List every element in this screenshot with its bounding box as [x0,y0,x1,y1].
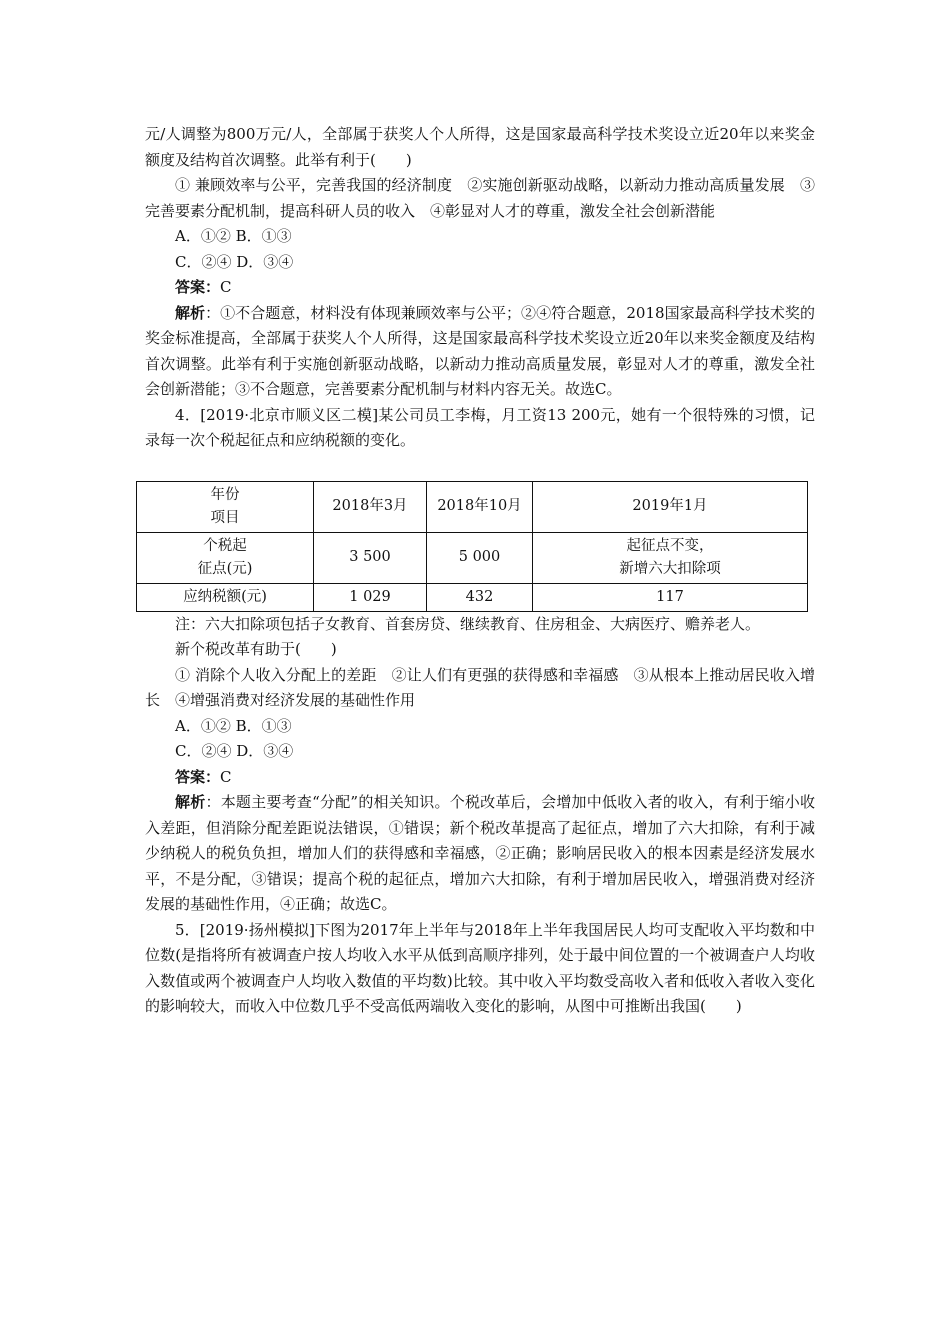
table-corner-cell [137,481,314,532]
table-row [137,583,808,611]
q4-analysis [145,790,815,918]
q3-analysis [145,301,815,403]
answer-label: 答案： [175,767,221,786]
answer-value: C [220,278,232,296]
cell-line1: 起征点不变， [626,537,714,554]
table-cell [533,532,808,583]
analysis-label: 解析 [175,303,206,322]
q4-note: 注：六大扣除项包括子女教育、首套房贷、继续教育、住房租金、大病医疗、赡养老人。 [175,614,761,633]
answer-value: C [220,767,232,786]
q4-options: ① 消除个人收入分配上的差距 ②让人们有更强的获得感和幸福感 ③从根本上推动居民收入增长 ④增强消费对经济发展的基础性作用 [145,665,815,709]
row-label-line1: 个税起 [203,537,247,554]
col-header-2018-03: 2018年3月 [314,481,427,532]
corner-bottom-label: 项目 [210,509,240,526]
table-row [137,532,808,583]
table-cell: 117 [533,583,808,611]
answer-label: 答案： [175,278,221,296]
table-cell: 432 [427,583,533,611]
tax-table [136,481,808,612]
table-cell: 1 029 [314,583,427,611]
col-header-2019-01: 2019年1月 [533,481,808,532]
q3-answer [145,275,815,301]
table-cell: 5 000 [427,532,533,583]
row-label-line2: 征点(元) [197,560,253,577]
corner-top-label: 年份 [210,486,240,503]
col-header-2018-10: 2018年10月 [427,481,533,532]
row-label-tax-due: 应纳税额(元) [137,583,314,611]
analysis-label: 解析 [175,793,206,811]
q3-options: ① 兼顾效率与公平，完善我国的经济制度 ②实施创新驱动战略，以新动力推动高质量发展 ③完善要素分配机制，提高科研人员的收入 ④彰显对人才的尊重，激发全社会创新潜能 [145,176,815,220]
q3-choices-ab: A．①② B．①③ [175,227,292,245]
q3-choices-cd: C．②④ D．③④ [175,252,294,271]
q4-answer [145,765,815,791]
q5-stem: 5．[2019·扬州模拟]下图为2017年上半年与2018年上半年我国居民人均可支配收入平均数和中位数(是指将所有被调查户按人均收入水平从低到高顺序排列，处于最中间位置的一个被调查户人均收入数值或两个被调查户人均收入数值的平均数)比较。其中收入平均数受高收入者和低收入者收入变化的影响较大，而收入中位数几乎不受高低两端收入变化的影响，从图中可推断出我国( ) [145,920,815,1015]
row-label-threshold [137,532,314,583]
q4-stem: 4．[2019·北京市顺义区二模]某公司员工李梅，月工资13 200元，她有一个很特殊的习惯，记录每一次个税起征点和应纳税额的变化。 [145,405,815,449]
cell-line2: 新增六大扣除项 [619,560,721,577]
q3-stem-continuation: 元/人调整为800万元/人，全部属于获奖人个人所得，这是国家最高科学技术奖设立近20年以来奖金额度及结构首次调整。此举有利于( ) [145,125,815,169]
table-cell: 3 500 [314,532,427,583]
document-page [145,122,815,1020]
q4-question: 新个税改革有助于( ) [175,640,337,658]
q4-choices-cd: C．②④ D．③④ [175,742,294,760]
analysis-text: ：①不合题意，材料没有体现兼顾效率与公平；②④符合题意，2018国家最高科学技术奖的奖金标准提高，全部属于获奖人个人所得，这是国家最高科学技术奖设立近20年以来奖金额度及结构首次调整。此举有利于实施创新驱动战略，以新动力推动高质量发展，彰显对人才的尊重，激发全社会创新潜能；③不合题意，完善要素分配机制与材料内容无关。故选C。 [145,303,815,398]
table-header-row [137,481,808,532]
q4-choices-ab: A．①② B．①③ [175,716,292,735]
analysis-text: ：本题主要考查“分配”的相关知识。个税改革后，会增加中低收入者的收入，有利于缩小收入差距，但消除分配差距说法错误，①错误；新个税改革提高了起征点，增加了六大扣除，有利于减少纳税人的税负负担，增加人们的获得感和幸福感，②正确；影响居民收入的根本因素是经济发展水平，不是分配，③错误；提高个税的起征点，增加六大扣除，有利于增加居民收入，增强消费对经济发展的基础性作用，④正确；故选C。 [145,793,815,913]
